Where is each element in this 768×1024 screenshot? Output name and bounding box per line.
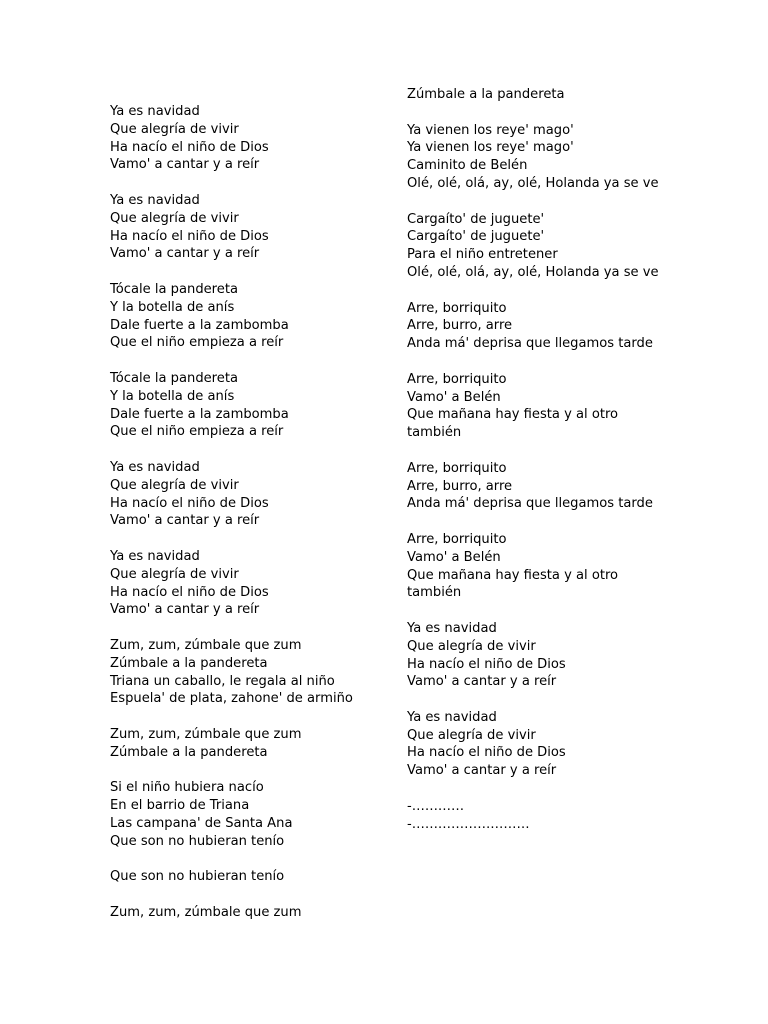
lyric-line: Ha nacío el niño de Dios: [110, 495, 269, 511]
lyric-line: Ha nacío el niño de Dios: [110, 584, 269, 600]
lyric-line: Zúmbale a la pandereta: [110, 744, 268, 760]
lyric-line: Ya es navidad: [407, 620, 497, 636]
stanza: [110, 192, 410, 263]
stanza: [110, 370, 410, 441]
lyric-line: Vamo' a cantar y a reír: [407, 763, 557, 779]
lyric-line: Ya es navidad: [110, 192, 200, 208]
stanza: [407, 460, 697, 513]
lyric-line: -…………: [407, 798, 465, 814]
lyric-line: Que mañana hay fiesta y al otro: [407, 567, 619, 583]
lyric-line: Que alegría de vivir: [110, 566, 239, 582]
lyric-line: Para el niño entretener: [407, 247, 558, 263]
lyric-line: Dale fuerte a la zambomba: [110, 317, 289, 333]
lyric-line: Dale fuerte a la zambomba: [110, 406, 289, 422]
stanza: [407, 620, 697, 691]
lyric-line: Arre, borriquito: [407, 460, 507, 476]
lyric-line: Ya es navidad: [110, 548, 200, 564]
lyric-line: Ha nacío el niño de Dios: [110, 228, 269, 244]
lyric-line: Vamo' a cantar y a reír: [110, 246, 260, 262]
lyric-line: Que mañana hay fiesta y al otro: [407, 407, 619, 423]
lyric-line: Zúmbale a la pandereta: [407, 87, 565, 102]
stanza: [407, 122, 697, 193]
lyrics-left-column: [110, 103, 410, 939]
lyric-line: Ya es navidad: [110, 104, 200, 119]
stanza: [407, 709, 697, 780]
lyric-line: Vamo' a Belén: [407, 549, 501, 565]
lyric-line: Ya es navidad: [407, 709, 497, 725]
lyric-line: Cargaíto' de juguete': [407, 229, 545, 245]
stanza: [407, 798, 697, 834]
stanza: [110, 637, 410, 708]
lyric-line: Arre, borriquito: [407, 300, 507, 316]
lyric-line: Ya vienen los reye' mago': [407, 122, 574, 138]
lyric-line: Zum, zum, zúmbale que zum: [110, 904, 302, 920]
lyric-line: Arre, borriquito: [407, 531, 507, 547]
lyric-line: Y la botella de anís: [110, 299, 235, 315]
lyric-line: Anda má' deprisa que llegamos tarde: [407, 496, 653, 512]
lyric-line: Anda má' deprisa que llegamos tarde: [407, 336, 653, 352]
lyric-line: Olé, olé, olá, ay, olé, Holanda ya se ve: [407, 264, 659, 280]
lyric-line: Que alegría de vivir: [407, 727, 536, 743]
stanza: [407, 300, 697, 353]
lyric-line: también: [407, 585, 462, 601]
lyric-line: Espuela' de plata, zahone' de armiño: [110, 691, 353, 707]
stanza: [110, 103, 410, 174]
lyric-line: Y la botella de anís: [110, 388, 235, 404]
lyric-line: Que alegría de vivir: [110, 121, 239, 137]
lyric-line: Tócale la pandereta: [110, 370, 238, 386]
lyric-line: Triana un caballo, le regala al niño: [110, 673, 335, 689]
lyric-line: En el barrio de Triana: [110, 798, 250, 814]
lyric-line: Que son no hubieran tenío: [110, 869, 285, 885]
lyric-line: Cargaíto' de juguete': [407, 211, 545, 227]
lyric-line: Ya es navidad: [110, 459, 200, 475]
lyric-line: Arre, burro, arre: [407, 478, 513, 494]
lyric-line: también: [407, 425, 462, 441]
lyrics-right-column: [407, 86, 697, 851]
lyric-line: Vamo' a cantar y a reír: [110, 157, 260, 173]
lyric-line: Olé, olé, olá, ay, olé, Holanda ya se ve: [407, 175, 659, 191]
lyric-line: Zum, zum, zúmbale que zum: [110, 637, 302, 653]
stanza: [407, 211, 697, 282]
lyric-line: Si el niño hubiera nacío: [110, 780, 264, 796]
stanza: [110, 868, 410, 886]
stanza: [407, 531, 697, 602]
lyric-line: Vamo' a Belén: [407, 389, 501, 405]
lyric-line: Vamo' a cantar y a reír: [110, 602, 260, 618]
lyric-line: Ha nacío el niño de Dios: [407, 745, 566, 761]
lyric-line: Que alegría de vivir: [110, 210, 239, 226]
lyric-line: Caminito de Belén: [407, 158, 528, 174]
stanza: [110, 548, 410, 619]
lyric-line: Ya vienen los reye' mago': [407, 140, 574, 156]
lyric-line: Zum, zum, zúmbale que zum: [110, 726, 302, 742]
lyric-line: Zúmbale a la pandereta: [110, 655, 268, 671]
lyric-line: Ha nacío el niño de Dios: [407, 656, 566, 672]
lyric-line: Que el niño empieza a reír: [110, 335, 284, 351]
lyric-line: Ha nacío el niño de Dios: [110, 139, 269, 155]
stanza: [110, 281, 410, 352]
lyric-line: Que son no hubieran tenío: [110, 833, 285, 849]
lyric-line: Las campana' de Santa Ana: [110, 815, 293, 831]
lyric-line: Que el niño empieza a reír: [110, 424, 284, 440]
stanza: [110, 779, 410, 850]
stanza: [110, 459, 410, 530]
lyric-line: Vamo' a cantar y a reír: [110, 513, 260, 529]
stanza: [407, 371, 697, 442]
lyric-line: Arre, burro, arre: [407, 318, 513, 334]
stanza: [110, 726, 410, 762]
stanza: [110, 904, 410, 922]
lyric-line: Tócale la pandereta: [110, 281, 238, 297]
stanza: [407, 86, 697, 104]
lyric-line: Que alegría de vivir: [407, 638, 536, 654]
lyric-line: Arre, borriquito: [407, 371, 507, 387]
lyric-line: -………………………: [407, 816, 530, 832]
lyric-line: Vamo' a cantar y a reír: [407, 674, 557, 690]
lyric-line: Que alegría de vivir: [110, 477, 239, 493]
